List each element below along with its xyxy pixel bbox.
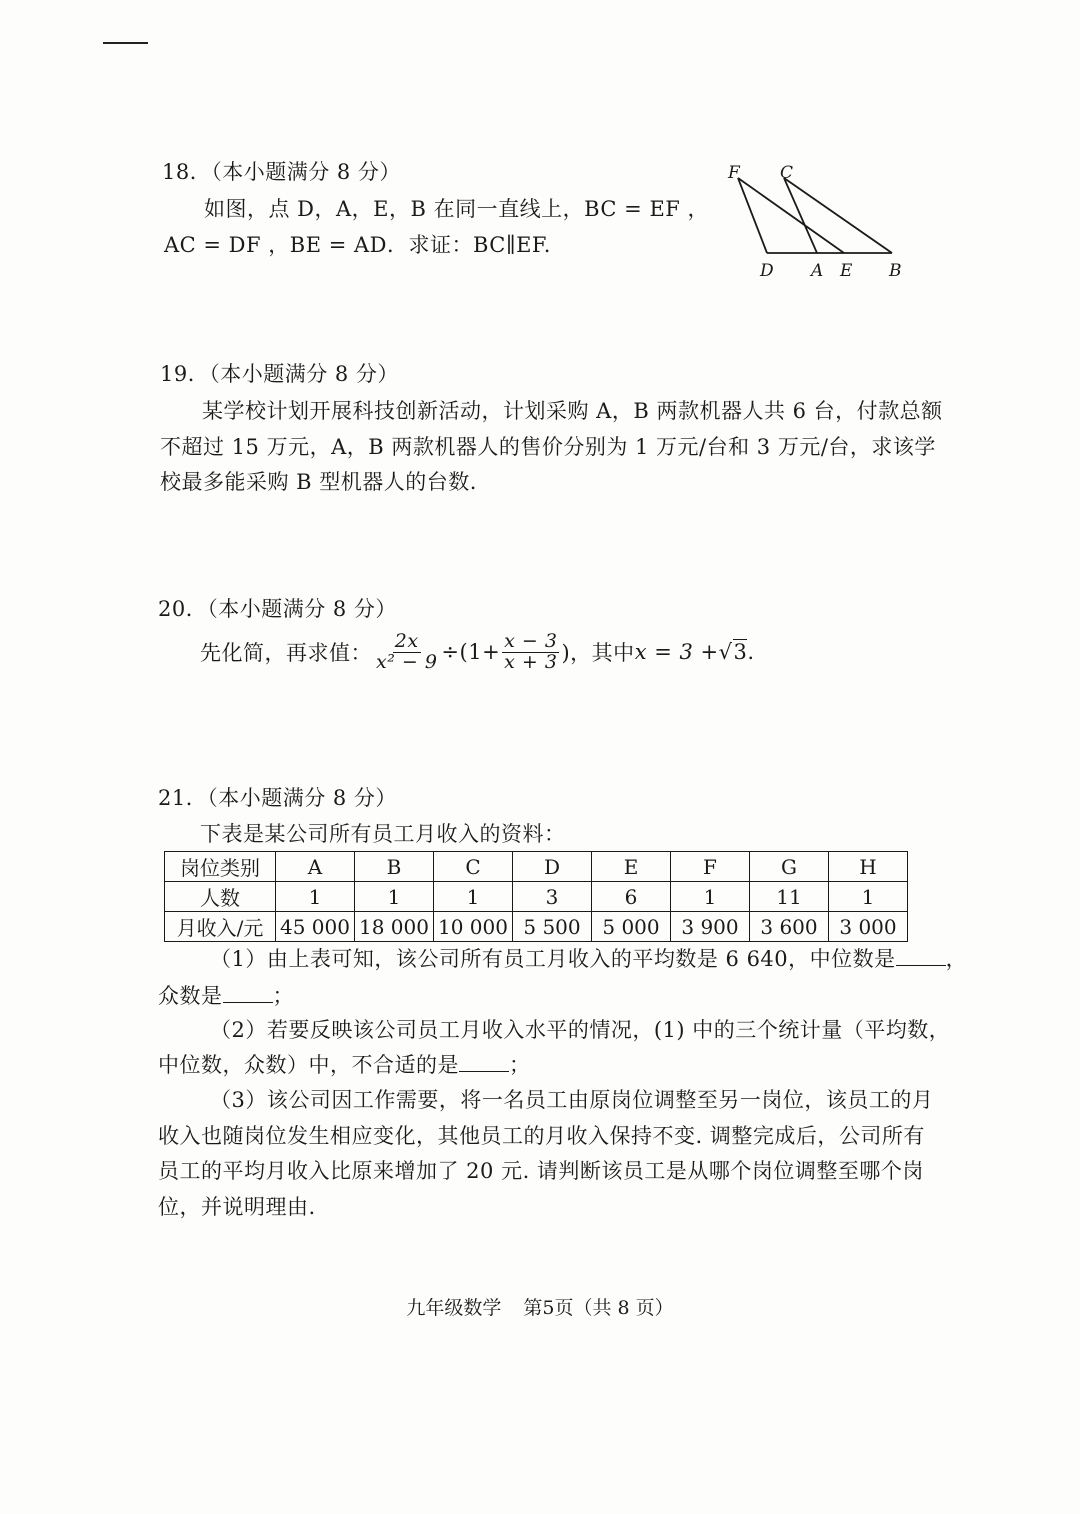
q21-part2-line2: 中位数，众数）中，不合适的是 ； (158, 1053, 531, 1077)
q18-heading: 18．（本小题满分 8 分） (162, 160, 401, 184)
label-b: B (889, 261, 902, 281)
position-cell: B (355, 852, 434, 882)
q21-part3-line4: 位，并说明理由. (158, 1195, 316, 1219)
income-cell: 3 000 (829, 912, 908, 942)
label-c: C (780, 163, 794, 183)
count-cell: 1 (355, 882, 434, 912)
q18-text-line1: 如图，点 D，A，E，B 在同一直线上，BC = EF ， (204, 197, 710, 221)
position-cell: C (434, 852, 513, 882)
position-cell: D (513, 852, 592, 882)
count-cell: 11 (750, 882, 829, 912)
q21-part2-line1: （2）若要反映该公司员工月收入水平的情况，(1) 中的三个统计量（平均数， (210, 1018, 951, 1042)
row-header-position: 岗位类别 (165, 852, 276, 882)
count-cell: 1 (276, 882, 355, 912)
answer-blank-median[interactable] (896, 947, 946, 966)
fraction-x-3-over-x-3: $\frac{x - 3}{x + 3}$ (504, 630, 558, 673)
label-f: F (728, 163, 740, 183)
income-cell: 10 000 (434, 912, 513, 942)
top-rule (103, 42, 148, 44)
table-row-positions (165, 852, 908, 882)
count-cell: 3 (513, 882, 592, 912)
q20-heading: 20．（本小题满分 8 分） (158, 597, 397, 621)
q19-text-line2: 不超过 15 万元，A，B 两款机器人的售价分别为 1 万元/台和 3 万元/台，求该学 (160, 435, 936, 459)
q21-intro: 下表是某公司所有员工月收入的资料： (200, 822, 566, 846)
page-footer (0, 1293, 1080, 1320)
count-cell: 1 (829, 882, 908, 912)
income-table (164, 851, 908, 942)
count-cell: 1 (434, 882, 513, 912)
answer-blank-mode[interactable] (223, 984, 273, 1003)
q20-expression (200, 632, 755, 673)
income-cell: 18 000 (355, 912, 434, 942)
income-cell: 3 600 (750, 912, 829, 942)
q18-geometry-figure (722, 158, 912, 288)
q21-part3-line3: 员工的平均月收入比原来增加了 20 元. 请判断该员工是从哪个岗位调整至哪个岗 (158, 1159, 924, 1183)
q20-period: . (747, 640, 755, 665)
label-e: E (840, 261, 853, 281)
row-header-count: 人数 (165, 882, 276, 912)
answer-blank-unsuitable[interactable] (459, 1053, 509, 1072)
q21-part3-line2: 收入也随岗位发生相应变化，其他员工的月收入保持不变. 调整完成后，公司所有 (158, 1124, 925, 1148)
income-cell: 5 500 (513, 912, 592, 942)
q20-lead: 先化简，再求值： (200, 641, 372, 666)
q21-part1-line2: 众数是 ； (158, 984, 294, 1008)
footer-page-number: 第5页（共 8 页） (523, 1297, 674, 1319)
position-cell: A (276, 852, 355, 882)
row-header-income: 月收入/元 (165, 912, 276, 942)
footer-subject: 九年级数学 (406, 1297, 502, 1319)
q21-part3-line1: （3）该公司因工作需要，将一名员工由原岗位调整至另一岗位，该员工的月 (210, 1088, 934, 1112)
label-a: A (811, 261, 824, 281)
position-cell: F (671, 852, 750, 882)
q18-text-line2: AC = DF ，BE = AD．求证：BC∥EF. (164, 233, 551, 257)
position-cell: H (829, 852, 908, 882)
income-cell: 3 900 (671, 912, 750, 942)
q21-heading: 21．（本小题满分 8 分） (158, 786, 397, 810)
count-cell: 1 (671, 882, 750, 912)
q21-part1-line1: （1）由上表可知，该公司所有员工月收入的平均数是 6 640，中位数是 ， (210, 947, 968, 971)
count-cell: 6 (592, 882, 671, 912)
q20-x-value: x = 3 + (634, 640, 719, 665)
sqrt-3: √3 (718, 640, 748, 665)
table-row-incomes (165, 912, 908, 942)
income-cell: 45 000 (276, 912, 355, 942)
q20-divide: ÷(1+ (441, 640, 501, 665)
q19-text-line1: 某学校计划开展科技创新活动，计划采购 A，B 两款机器人共 6 台，付款总额 (202, 399, 943, 423)
q20-close: )，其中 (561, 641, 635, 666)
position-cell: E (592, 852, 671, 882)
label-d: D (760, 261, 774, 281)
q19-text-line3: 校最多能采购 B 型机器人的台数. (160, 470, 477, 494)
table-row-counts (165, 882, 908, 912)
q19-heading: 19．（本小题满分 8 分） (160, 362, 399, 386)
segment-fe (738, 178, 844, 253)
income-cell: 5 000 (592, 912, 671, 942)
position-cell: G (750, 852, 829, 882)
fraction-2x-over-x2-9: $\frac{2x}{\text{x² − 9}}$ (376, 630, 438, 673)
